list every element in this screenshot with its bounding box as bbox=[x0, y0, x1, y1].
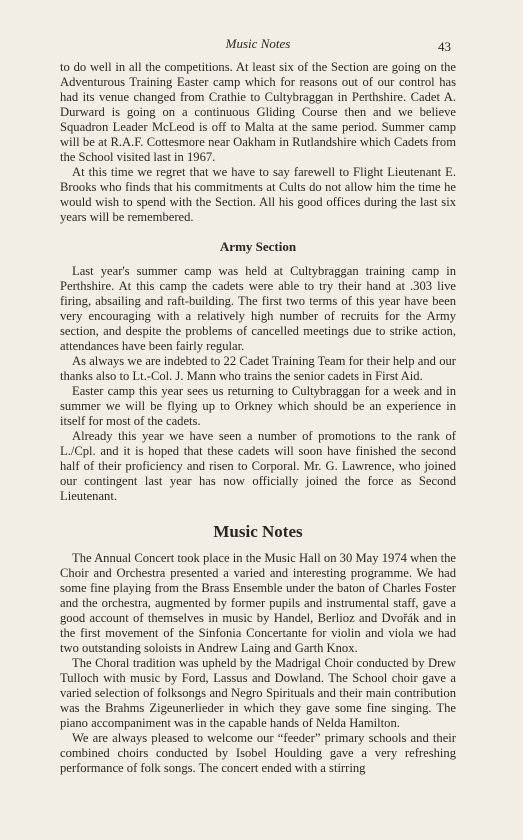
paragraph: to do well in all the competitions. At least six of the Section are going on the Adventurous Training Easter camp which for reasons out of our control has had its venue changed from Crathie to Cultybraggan in Perthshire. Cadet A. Durward is going on a continuous Gliding Course then and we believe Squadron Leader McLeod is off to Malta at the same period. Summer camp will be at R.A.F. Cottesmore near Oakham in Rutlandshire which Cadets from the School visited last in 1967. bbox=[60, 60, 456, 164]
running-title: Music Notes bbox=[225, 36, 291, 51]
paragraph: The Choral tradition was upheld by the Madrigal Choir conducted by Drew Tulloch with music by Ford, Lassus and Dowland. The School choir gave a varied selection of folksongs and Negro Spirituals and their main contribution was the Brahms Zigeunerlieder in which they gave some fine singing. The piano accompaniment was in the capable hands of Nelda Hamilton. bbox=[60, 656, 456, 730]
paragraph: The Annual Concert took place in the Music Hall on 30 May 1974 when the Choir and Orchestra presented a varied and interesting programme. We had some fine playing from the Brass Ensemble under the baton of Charles Foster and the orchestra, augmented by former pupils and instrumental staff, gave a good account of themselves in music by Handel, Berlioz and Dvořák and in the first movement of the Sinfonia Concertante for violin and viola we had two outstanding soloists in Andrew Laing and Garth Knox. bbox=[60, 551, 456, 655]
page-number: 43 bbox=[438, 39, 451, 54]
music-notes-heading: Music Notes bbox=[213, 522, 303, 541]
paragraph: Last year's summer camp was held at Cultybraggan training camp in Perthshire. At this camp the cadets were able to try their hand at .303 live firing, absailing and raft-building. The first two terms of this year have been very encouraging with a relatively high number of recruits for the Army section, and despite the problems of cancelled meetings due to strike action, attendances have been fairly regular. bbox=[60, 264, 456, 353]
body-text bbox=[60, 60, 456, 776]
army-section-heading: Army Section bbox=[219, 239, 297, 254]
paragraph: We are always pleased to welcome our “feeder” primary schools and their combined choirs conducted by Isobel Houlding gave a very refreshing performance of folk songs. The concert ended with a stirring bbox=[60, 731, 456, 775]
paragraph: At this time we regret that we have to say farewell to Flight Lieutenant E. Brooks who finds that his commitments at Cults do not allow him the time he would wish to spend with the Section. All his good offices during the last six years will be remembered. bbox=[60, 165, 456, 224]
paragraph: As always we are indebted to 22 Cadet Training Team for their help and our thanks also to Lt.-Col. J. Mann who trains the senior cadets in First Aid. bbox=[60, 354, 456, 383]
paragraph: Already this year we have seen a number of promotions to the rank of L./Cpl. and it is hoped that these cadets will soon have finished the second half of their proficiency and risen to Corporal. Mr. G. Lawrence, who joined our contingent last year has now officially joined the force as Second Lieutenant. bbox=[60, 429, 456, 503]
paragraph: Easter camp this year sees us returning to Cultybraggan for a week and in summer we will be flying up to Orkney which should be an experience in itself for most of the cadets. bbox=[60, 384, 456, 428]
